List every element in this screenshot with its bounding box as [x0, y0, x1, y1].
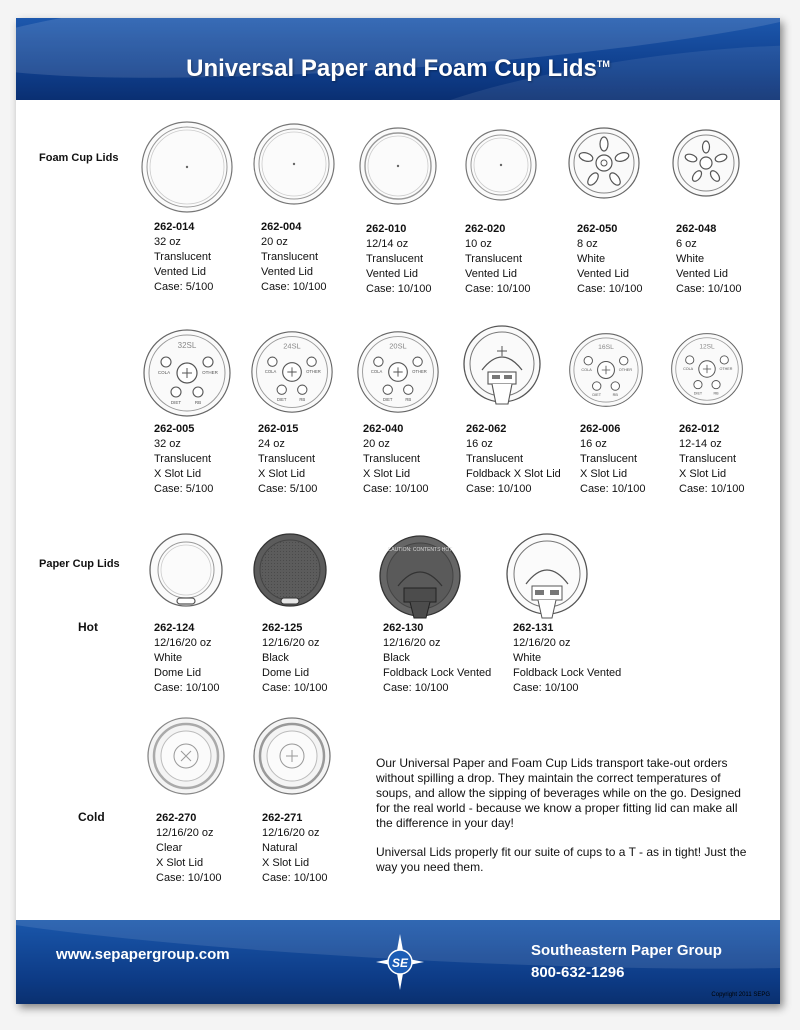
product-262-015: 262-015 24 oz Translucent X Slot Lid Case: 5/100 [258, 423, 318, 495]
page-title: Universal Paper and Foam Cup Lids™ [186, 55, 610, 82]
description-paragraph-1: Our Universal Paper and Foam Cup Lids transport take-out orders without spilling a drop. They maintain the correct temperatures of soups, and allow the sipping of beverages while on the go. Designed for the real world - because we know a proper fitting lid can make all the difference in your day! [376, 756, 741, 830]
product-262-125: 262-125 12/16/20 oz Black Dome Lid Case: 10/100 [262, 622, 328, 694]
lid-262-014-image [140, 120, 234, 214]
svg-text:12SL: 12SL [699, 343, 715, 351]
flyer-page [16, 18, 780, 1004]
product-262-006: 262-006 16 oz Translucent X Slot Lid Case: 10/100 [580, 423, 646, 495]
svg-text:32SL: 32SL [177, 341, 197, 350]
product-262-005: 262-005 32 oz Translucent X Slot Lid Case: 5/100 [154, 423, 214, 495]
product-262-040: 262-040 20 oz Translucent X Slot Lid Case: 10/100 [363, 423, 429, 495]
svg-text:24SL: 24SL [283, 341, 301, 351]
copyright-text: Copyright 2011 SEPG [711, 992, 770, 998]
product-262-131: 262-131 12/16/20 oz White Foldback Lock Vented Case: 10/100 [513, 622, 622, 694]
lid-262-040-image [356, 330, 440, 414]
lid-262-048-image [671, 128, 741, 198]
lid-262-124-image [148, 532, 224, 612]
lid-262-020-image [464, 128, 538, 202]
svg-text:COLA: COLA [264, 368, 277, 374]
svg-text:OTHER: OTHER [306, 368, 321, 374]
product-262-130: 262-130 12/16/20 oz Black Foldback Lock Vented Case: 10/100 [383, 622, 492, 694]
product-262-271: 262-271 12/16/20 oz Natural X Slot Lid Case: 10/100 [262, 812, 328, 884]
svg-text:DIET: DIET [276, 396, 287, 402]
svg-text:COLA: COLA [157, 370, 171, 375]
lid-262-004-image [252, 122, 336, 206]
section-paper-label: Paper Cup Lids [39, 558, 120, 570]
svg-text:16SL: 16SL [598, 343, 614, 351]
lid-262-012-image [670, 332, 744, 406]
svg-text:DIET: DIET [382, 396, 393, 402]
footer-banner [16, 920, 780, 1004]
lid-262-125-image [252, 532, 328, 612]
svg-text:DIET: DIET [693, 391, 703, 396]
svg-text:SE: SE [391, 956, 409, 970]
website-link[interactable]: www.sepapergroup.com [56, 946, 230, 963]
svg-text:OTHER: OTHER [412, 368, 427, 374]
svg-text:COLA: COLA [683, 366, 694, 371]
svg-text:CAUTION: CONTENTS HOT: CAUTION: CONTENTS HOT [387, 547, 453, 553]
product-262-270: 262-270 12/16/20 oz Clear X Slot Lid Case: 10/100 [156, 812, 222, 884]
compass-logo-icon [374, 932, 426, 992]
product-262-048: 262-048 6 oz White Vented Lid Case: 10/100 [676, 223, 742, 295]
product-262-010: 262-010 12/14 oz Translucent Vented Lid Case: 10/100 [366, 223, 432, 295]
svg-text:RB: RB [612, 393, 618, 398]
product-description [376, 756, 756, 889]
product-262-062: 262-062 16 oz Translucent Foldback X Slot Lid Case: 10/100 [466, 423, 561, 495]
svg-text:OTHER: OTHER [618, 367, 633, 372]
phone-number[interactable]: 800-632-1296 [531, 964, 625, 981]
lid-262-006-image [568, 332, 644, 408]
lid-262-271-image [252, 716, 332, 796]
description-paragraph-2: Universal Lids properly fit our suite of cups to a T - as in tight! Just the way you need them. [376, 845, 747, 874]
svg-text:DIET: DIET [592, 393, 602, 398]
lid-262-010-image [358, 126, 438, 206]
lid-262-130-image [374, 534, 466, 626]
svg-text:DIET: DIET [170, 400, 182, 405]
product-262-050: 262-050 8 oz White Vented Lid Case: 10/100 [577, 223, 643, 295]
section-foam-label: Foam Cup Lids [39, 152, 119, 164]
lid-262-050-image [567, 126, 641, 200]
product-262-004: 262-004 20 oz Translucent Vented Lid Case: 10/100 [261, 221, 327, 293]
svg-text:RB: RB [194, 400, 202, 405]
lid-262-062-image [462, 324, 542, 414]
lid-262-270-image [146, 716, 226, 796]
svg-text:20SL: 20SL [389, 341, 407, 351]
svg-text:RB: RB [405, 396, 412, 402]
product-262-012: 262-012 12-14 oz Translucent X Slot Lid Case: 10/100 [679, 423, 745, 495]
section-cold-label: Cold [78, 810, 105, 824]
product-262-124: 262-124 12/16/20 oz White Dome Lid Case: 10/100 [154, 622, 220, 694]
lid-262-005-image [142, 328, 232, 418]
svg-text:COLA: COLA [370, 368, 383, 374]
lid-262-131-image [504, 532, 590, 626]
svg-text:RB: RB [299, 396, 306, 402]
lid-262-015-image [250, 330, 334, 414]
svg-text:COLA: COLA [581, 367, 592, 372]
svg-text:RB: RB [713, 391, 719, 396]
svg-text:OTHER: OTHER [202, 370, 218, 375]
product-262-020: 262-020 10 oz Translucent Vented Lid Case: 10/100 [465, 223, 531, 295]
header-banner [16, 18, 780, 100]
svg-text:OTHER: OTHER [719, 366, 733, 371]
section-hot-label: Hot [78, 620, 98, 634]
product-262-014: 262-014 32 oz Translucent Vented Lid Case: 5/100 [154, 221, 214, 293]
company-name: Southeastern Paper Group [531, 942, 722, 959]
